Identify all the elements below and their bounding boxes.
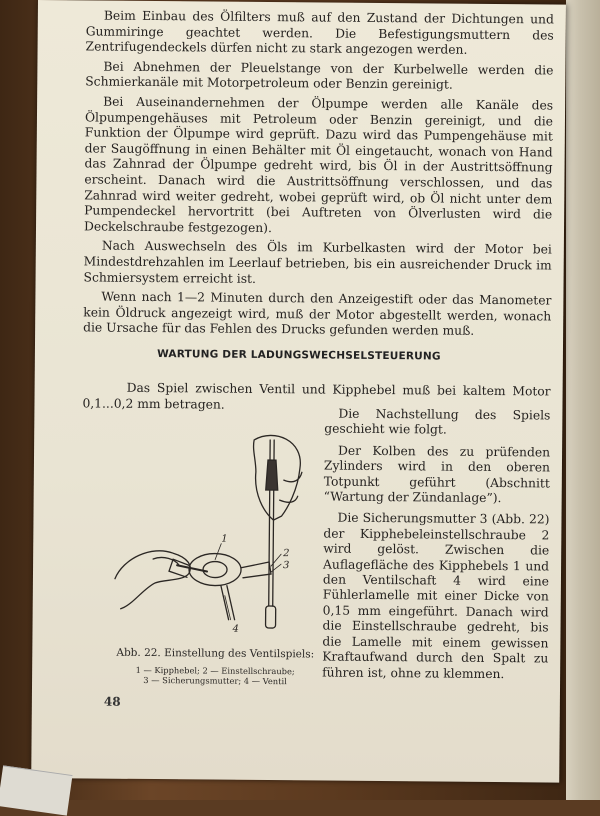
book-page-edges [566, 0, 600, 800]
paragraph: Bei Auseinandernehmen der Ölpumpe werden alle Kanäle des Ölpumpengehäuses mit Petroleum oder Benzin gereinigt, und die Funktion der Ölpumpe wird geprüft. Dazu wird das Pumpengehäuse mit der Saugöffnung in einen Behälter mit Öl eingetaucht, wonach von Hand das Zahnrad der Ölpumpe gedreht wird, bis Öl in der Austrittsöffnung erscheint. Danach wird die Austrittsöffnung verschlossen, und das Zahnrad wird weiter gedreht, wobei geprüft wird, ob Öl nicht unter dem Pumpendeckel hervortritt (bei Auftreten von Ölverlusten wird die Deckelschraube festgezogen). [83, 94, 554, 235]
page-number: 48 [103, 694, 121, 709]
legend-line: 3 — Sicherungsmutter; 4 — Ventil [143, 674, 287, 687]
paragraph: Der Kolben des zu prüfenden Zylinders wird in den oberen Totpunkt geführt (Abschnitt “Wartung der Zündanlage”). [323, 443, 551, 506]
paragraph: Die Nachstellung des Spiels geschieht wie folgt. [324, 406, 551, 437]
legend-line: 1 — Kipphebel; 2 — Einstellschraube; [135, 664, 295, 677]
figure-legend [102, 665, 328, 687]
paragraph: Beim Einbau des Ölfilters muß auf den Zustand der Dichtungen und Gummiringe geachtet werden. Die Befestigungsmuttern des Zentrifugendeckels dürfen nicht zu stark angezogen werden. [85, 8, 554, 57]
paragraph: Bei Abnehmen der Pleuelstange von der Kurbelwelle werden die Schmierkanäle mit Motorpetroleum oder Benzin gereinigt. [85, 59, 554, 92]
paragraph: Das Spiel zwischen Ventil und Kipphebel muß bei kaltem Motor 0,1...0,2 mm betragen. [82, 380, 551, 412]
figure-label: 4 [232, 623, 239, 635]
book-page [31, 0, 566, 783]
paragraph: Nach Auswechseln des Öls im Kurbelkasten wird der Motor bei Mindestdrehzahlen im Leerlauf betrieben, bis ein ausreichender Druck im Schmiersystem erreicht ist. [83, 238, 552, 286]
paragraph: Die Sicherungsmutter 3 (Abb. 22) der Kipphebeleinstellschraube 2 wird gelöst. Zwischen die Auflagefläche des Kipphebels 1 und den Ventilschaft 4 wird eine Fühlerlamelle mit einer Dicke von 0,15 mm eingeführt. Danach wird die Einstellschraube gedreht, bis die Lamelle mit einem gewissen Kraftaufwand durch den Spalt zu führen ist, ohne zu klemmen. [322, 511, 550, 681]
right-column-text [322, 407, 550, 689]
paper-corner [0, 765, 73, 815]
figure-label: 1 [221, 533, 228, 545]
figure-label: 2 [283, 548, 290, 560]
valve-adjustment-drawing [102, 419, 324, 641]
paragraph: Wenn nach 1—2 Minuten durch den Anzeigestift oder das Manometer kein Öldruck angezeigt wird, muß der Motor abgestellt werden, wonach die Ursache für das Fehlen des Drucks gefunden werden muß. [83, 289, 552, 339]
section-heading: WARTUNG DER LADUNGSWECHSELSTEUERUNG [157, 348, 441, 363]
body-text [83, 8, 554, 344]
figure-label: 3 [283, 560, 290, 572]
figure-illustration [102, 419, 324, 641]
figure-caption: Abb. 22. Einstellung des Ventilspiels: [116, 646, 315, 661]
